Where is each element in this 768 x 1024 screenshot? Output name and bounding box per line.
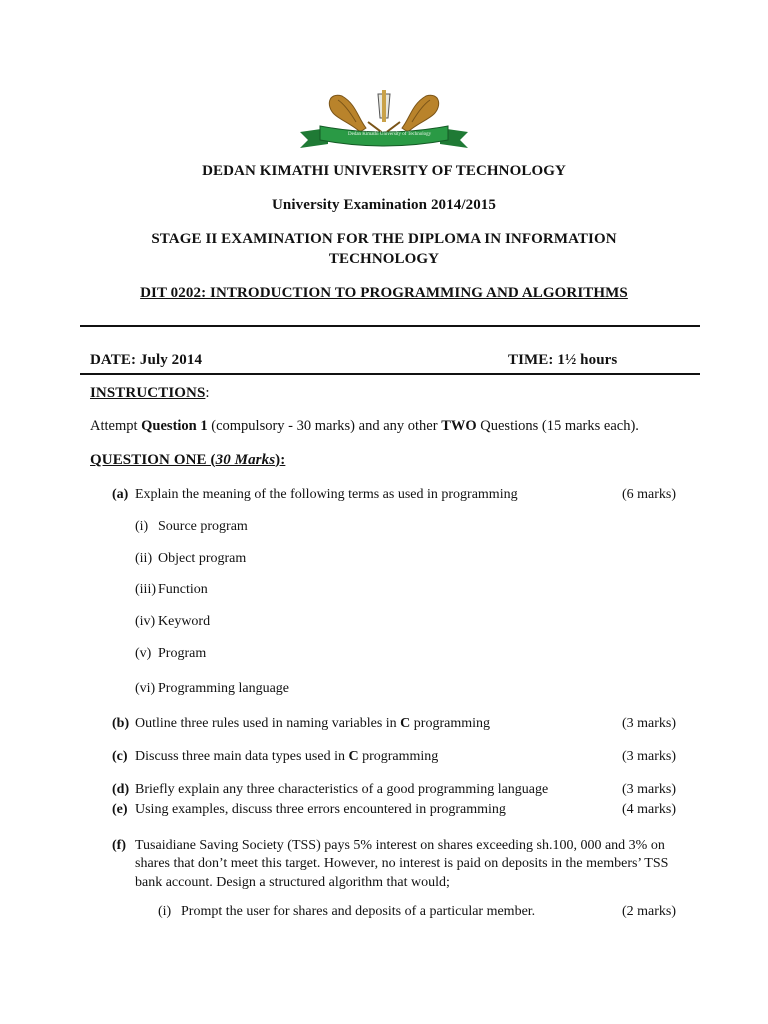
instructions-text: Attempt Question 1 (compulsory - 30 marks) and any other TWO Questions (15 marks each).	[90, 418, 639, 434]
marks-a: (6 marks)	[621, 487, 676, 502]
sub-item-i: (i) Source program	[135, 519, 248, 534]
divider-bottom	[80, 373, 700, 375]
sub-item-v: (v) Program	[135, 646, 207, 661]
logo-emblem-icon	[298, 88, 470, 150]
instructions-heading: INSTRUCTIONS:	[90, 385, 210, 401]
sub-item-vi: (vi) Programming language	[135, 681, 290, 696]
question-d: (d) Briefly explain any three characteristics of a good programming language	[112, 782, 549, 797]
question-e: (e) Using examples, discuss three errors encountered in programming	[112, 802, 506, 817]
marks-d: (3 marks)	[621, 782, 676, 797]
question-c: (c) Discuss three main data types used in C programming	[112, 749, 439, 764]
question-b: (b) Outline three rules used in naming variables in C programming	[112, 716, 490, 731]
sub-item-ii: (ii) Object program	[135, 551, 247, 566]
exam-time: TIME: 1½ hours	[508, 352, 618, 368]
university-name: DEDAN KIMATHI UNIVERSITY OF TECHNOLOGY	[202, 163, 566, 179]
question-f-line-2: shares that don’t meet this target. However, no interest is paid on deposits in the members’ TSS	[135, 856, 669, 871]
sub-item-iii: (iii) Function	[135, 582, 208, 597]
marks-b: (3 marks)	[621, 716, 676, 731]
question-one-heading: QUESTION ONE (30 Marks):	[90, 452, 286, 468]
marks-c: (3 marks)	[621, 749, 676, 764]
question-a: (a) Explain the meaning of the following terms as used in programming	[112, 487, 518, 502]
course-title	[0, 285, 768, 302]
stage-line-1: STAGE II EXAMINATION FOR THE DIPLOMA IN INFORMATION	[151, 231, 617, 247]
course-title-text: DIT 0202: INTRODUCTION TO PROGRAMMING AND ALGORITHMS	[140, 285, 628, 301]
question-f-sub-i: (i) Prompt the user for shares and deposits of a particular member.	[158, 904, 536, 919]
exam-date: DATE: July 2014	[90, 352, 203, 368]
question-f: (f) Tusaidiane Saving Society (TSS) pays 5% interest on shares exceeding sh.100, 000 and 3% on	[112, 838, 665, 853]
exam-year: University Examination 2014/2015	[271, 197, 497, 213]
stage-line-2: TECHNOLOGY	[328, 251, 440, 267]
marks-f-i: (2 marks)	[621, 904, 676, 919]
marks-e: (4 marks)	[621, 802, 676, 817]
university-logo	[298, 88, 470, 150]
sub-item-iv: (iv) Keyword	[135, 614, 211, 629]
question-f-line-3: bank account. Design a structured algorithm that would;	[135, 875, 450, 890]
divider-top	[80, 325, 700, 327]
logo-banner-text: Dedan Kimathi University of Technology	[348, 132, 432, 137]
